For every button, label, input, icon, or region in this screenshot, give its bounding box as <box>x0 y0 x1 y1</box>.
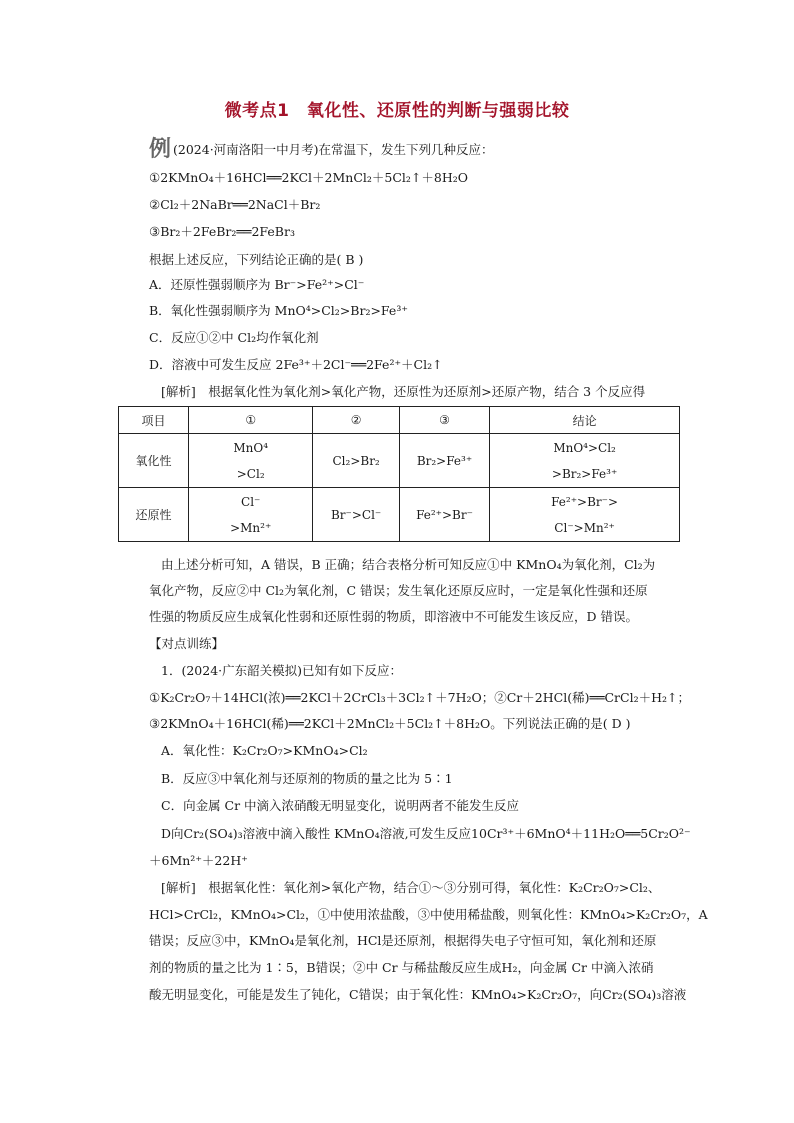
analysis-text: 由上述分析可知，A 错误，B 正确；结合表格分析可知反应①中 KMnO₄为氧化剂，Cl₂为 <box>161 557 656 572</box>
table-row <box>119 488 680 542</box>
practice-option-d-cont: ＋6Mn²⁺＋22H⁺ <box>149 853 248 868</box>
practice-analysis: [解析] 根据氧化性：氧化剂>氧化产物，结合①～③分别可得，氧化性：K₂Cr₂O₇>Cl₂、 <box>161 880 661 895</box>
analysis-lead: [解析] 根据氧化性为氧化剂>氧化产物，还原性为还原剂>还原产物，结合 3 个反应得 <box>161 384 646 399</box>
analysis-text: 氧化产物，反应②中 Cl₂为氧化剂，C 错误；发生氧化还原反应时，一定是氧化性强和还原 <box>149 583 648 598</box>
example-intro-line <box>149 132 494 163</box>
reaction-1: ①2KMnO₄＋16HCl══2KCl＋2MnCl₂＋5Cl₂↑＋8H₂O <box>149 170 469 185</box>
table-header-row <box>119 407 680 434</box>
practice-analysis: 酸无明显变化，可能是发生了钝化，C错误；由于氧化性：KMnO₄>K₂Cr₂O₇，向Cr₂(SO₄)₃溶液 <box>149 987 687 1002</box>
row-label: 氧化性 <box>119 434 189 488</box>
example-intro: (2024·河南洛阳一中月考)在常温下，发生下列几种反应： <box>173 142 494 157</box>
practice-q1-reactions: ③2KMnO₄＋16HCl(稀)══2KCl＋2MnCl₂＋5Cl₂↑＋8H₂O。下列说法正确的是( D ) <box>149 716 631 731</box>
table-cell <box>188 488 312 542</box>
option-d: D．溶液中可发生反应 2Fe³⁺＋2Cl⁻══2Fe²⁺＋Cl₂↑ <box>149 357 443 372</box>
table-row <box>119 434 680 488</box>
table-cell <box>490 434 680 488</box>
practice-q1-intro: 1．(2024·广东韶关模拟)已知有如下反应： <box>161 663 402 678</box>
reaction-2: ②Cl₂＋2NaBr══2NaCl＋Br₂ <box>149 197 321 212</box>
option-a: A．还原性强弱顺序为 Br⁻>Fe²⁺>Cl⁻ <box>149 277 365 292</box>
cell-line: Cl⁻>Mn²⁺ <box>554 520 615 535</box>
option-c: C．反应①②中 Cl₂均作氧化剂 <box>149 330 319 345</box>
option-b: B．氧化性强弱顺序为 MnO⁴>Cl₂>Br₂>Fe³⁺ <box>149 303 408 318</box>
table-header-cell: ② <box>313 407 399 434</box>
practice-analysis: 错误；反应③中，KMnO₄是氧化剂，HCl是还原剂，根据得失电子守恒可知，氧化剂和还原 <box>149 933 657 948</box>
practice-q1-reactions: ①K₂Cr₂O₇＋14HCl(浓)══2KCl＋2CrCl₃＋3Cl₂↑＋7H₂O；②Cr＋2HCl(稀)══CrCl₂＋H₂↑； <box>149 690 690 705</box>
cell-line: MnO⁴>Cl₂ <box>553 440 616 455</box>
cell-line: >Br₂>Fe³⁺ <box>551 466 618 481</box>
practice-heading: 【对点训练】 <box>149 636 225 651</box>
practice-option-c: C．向金属 Cr 中滴入浓硝酸无明显变化，说明两者不能发生反应 <box>161 798 520 813</box>
table-header-cell: 项目 <box>119 407 189 434</box>
table-cell: Br₂>Fe³⁺ <box>399 434 489 488</box>
cell-line: >Cl₂ <box>236 466 265 481</box>
cell-line: >Mn²⁺ <box>230 520 272 535</box>
practice-analysis: 剂的物质的量之比为 1∶5，B错误；②中 Cr 与稀盐酸反应生成H₂，向金属 Cr 中滴入浓硝 <box>149 960 654 975</box>
table-cell: Fe²⁺>Br⁻ <box>399 488 489 542</box>
table-header-cell: 结论 <box>490 407 680 434</box>
cell-line: Fe²⁺>Br⁻> <box>551 494 619 509</box>
practice-option-d: D向Cr₂(SO₄)₃溶液中滴入酸性 KMnO₄溶液,可发生反应10Cr³⁺＋6MnO⁴＋11H₂O══5Cr₂O²⁻ <box>161 826 691 841</box>
example-mark: 例 <box>149 136 172 162</box>
section-title: 微考点1 氧化性、还原性的判断与强弱比较 <box>224 101 570 121</box>
practice-option-b: B．反应③中氧化剂与还原剂的物质的量之比为 5∶1 <box>161 771 453 786</box>
reaction-3: ③Br₂＋2FeBr₂══2FeBr₃ <box>149 224 295 239</box>
analysis-text: 性强的物质反应生成氧化性弱和还原性弱的物质，即溶液中不可能发生该反应，D 错误。 <box>149 609 638 624</box>
cell-line: MnO⁴ <box>233 440 269 455</box>
table-cell: Br⁻>Cl⁻ <box>313 488 399 542</box>
table-header-cell: ① <box>188 407 312 434</box>
analysis-table <box>118 406 680 542</box>
practice-option-a: A．氧化性：K₂Cr₂O₇>KMnO₄>Cl₂ <box>161 743 368 758</box>
example-question: 根据上述反应，下列结论正确的是( B ) <box>149 252 364 267</box>
practice-analysis: HCl>CrCl₂，KMnO₄>Cl₂，①中使用浓盐酸，③中使用稀盐酸，则氧化性：KMnO₄>K₂Cr₂O₇，A <box>149 907 708 922</box>
cell-line: Cl⁻ <box>241 494 261 509</box>
row-label: 还原性 <box>119 488 189 542</box>
table-cell: Cl₂>Br₂ <box>313 434 399 488</box>
table-cell <box>188 434 312 488</box>
table-header-cell: ③ <box>399 407 489 434</box>
table-cell <box>490 488 680 542</box>
